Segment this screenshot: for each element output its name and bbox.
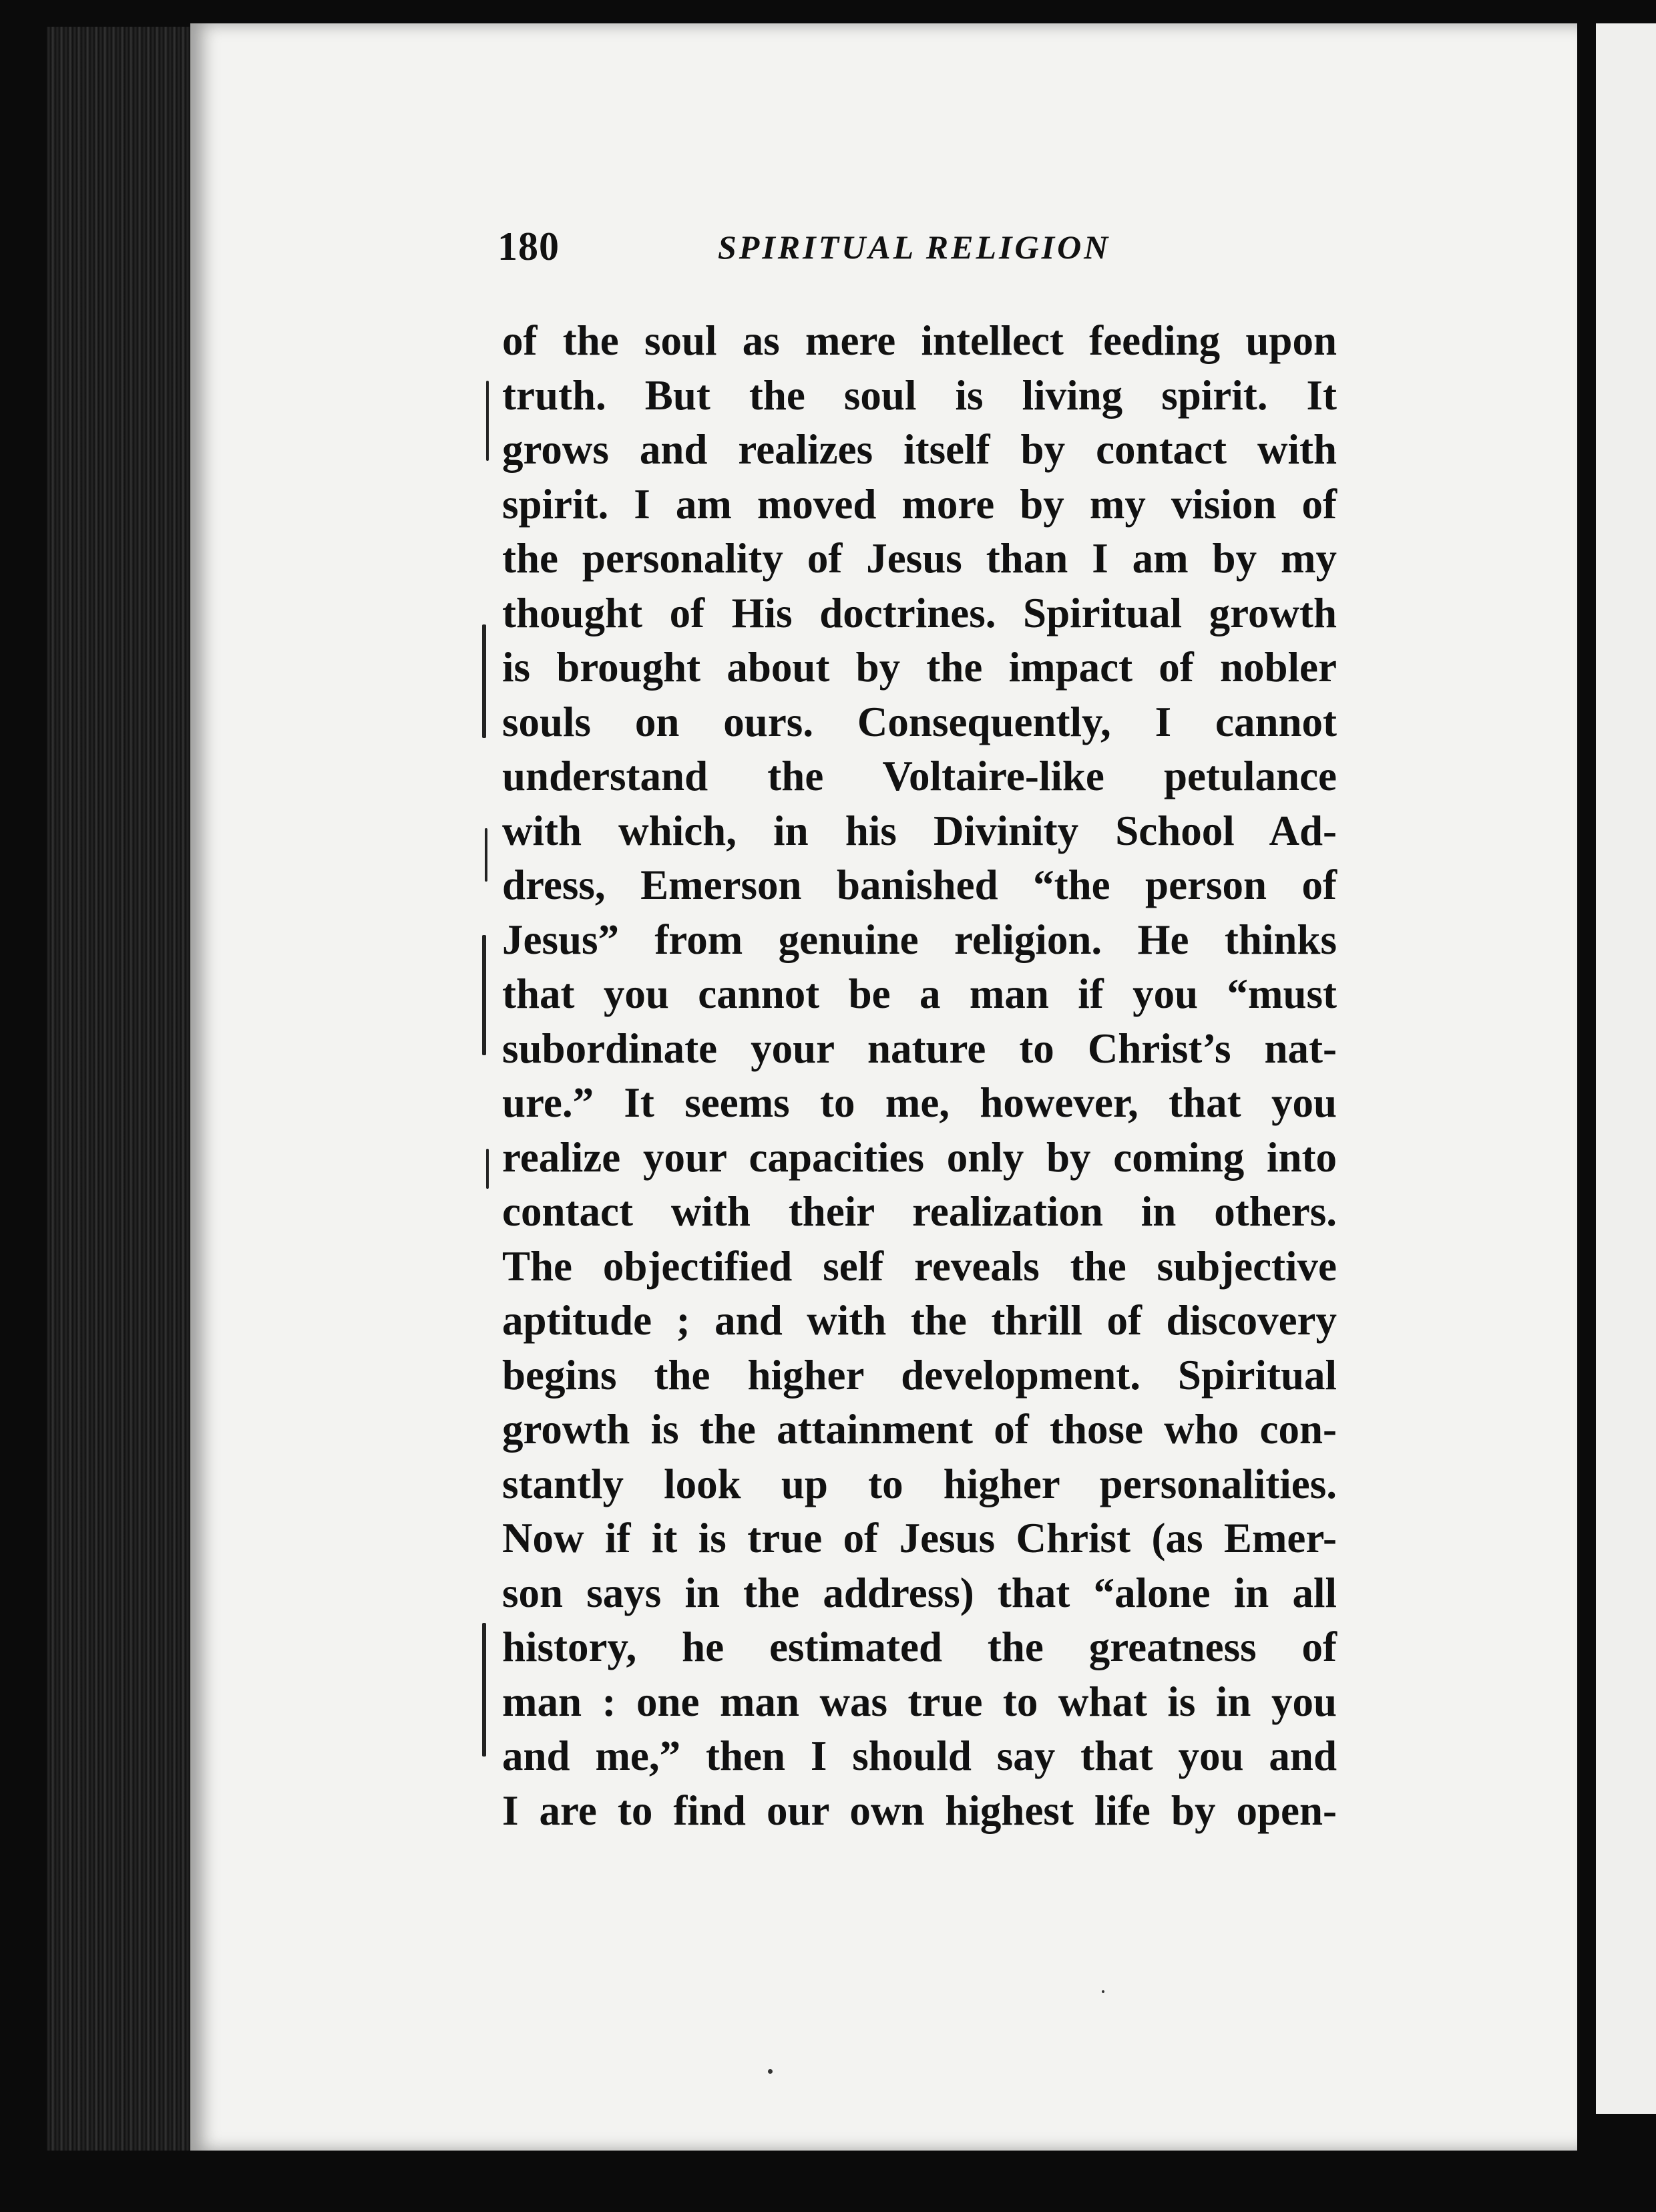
text-line: aptitude ; and with the thrill of discovery <box>502 1297 1337 1344</box>
margin-pencil-mark <box>482 624 486 738</box>
dust-speck <box>768 2069 773 2074</box>
text-line: history, he estimated the greatness of <box>502 1624 1337 1670</box>
text-line: Now if it is true of Jesus Christ (as Emer- <box>502 1515 1337 1561</box>
text-line: truth. But the soul is living spirit. It <box>502 371 1337 419</box>
margin-pencil-mark <box>482 935 486 1055</box>
text-line: Jesus” from genuine religion. He thinks <box>502 916 1337 963</box>
page-gutter <box>1577 23 1596 2151</box>
text-line: son says in the address) that “alone in all <box>502 1569 1337 1616</box>
text-line: understand the Voltaire-like petulance <box>502 753 1337 799</box>
text-line: with which, in his Divinity School Ad- <box>502 807 1337 854</box>
margin-pencil-mark <box>485 828 487 882</box>
margin-pencil-mark <box>486 381 489 461</box>
text-line: grows and realizes itself by contact with <box>502 426 1337 473</box>
text-line: growth is the attainment of those who con- <box>502 1406 1337 1453</box>
margin-pencil-mark <box>482 1623 486 1757</box>
text-line: man : one man was true to what is in you <box>502 1678 1337 1725</box>
text-line: is brought about by the impact of nobler <box>502 644 1337 691</box>
running-head <box>497 224 1339 277</box>
running-title: SPIRITUAL RELIGION <box>718 228 1111 266</box>
text-line: souls on ours. Consequently, I cannot <box>502 698 1337 745</box>
body-text <box>502 314 1337 1838</box>
text-line: spirit. I am moved more by my vision of <box>502 480 1337 528</box>
text-line: I are to find our own highest life by open- <box>502 1787 1337 1834</box>
text-line: dress, Emerson banished “the person of <box>502 862 1337 908</box>
text-line: of the soul as mere intellect feeding upon <box>502 317 1337 364</box>
text-line: realize your capacities only by coming into <box>502 1133 1337 1181</box>
text-line: begins the higher development. Spiritual <box>502 1351 1337 1399</box>
text-line: and me,” then I should say that you and <box>502 1732 1337 1779</box>
text-line: thought of His doctrines. Spiritual growth <box>502 589 1337 636</box>
dust-speck <box>1102 1990 1104 1993</box>
text-line: The objectified self reveals the subjective <box>502 1242 1337 1290</box>
text-line: the personality of Jesus than I am by my <box>502 535 1337 582</box>
margin-pencil-mark <box>486 1149 489 1189</box>
facing-page-edge <box>1596 23 1656 2114</box>
text-line: stantly look up to higher personalities. <box>502 1460 1337 1507</box>
text-line: that you cannot be a man if you “must <box>502 970 1337 1017</box>
text-line: contact with their realization in others. <box>502 1188 1337 1235</box>
text-line: ure.” It seems to me, however, that you <box>502 1079 1337 1126</box>
page-number: 180 <box>497 224 560 268</box>
text-line: subordinate your nature to Christ’s nat- <box>502 1025 1337 1072</box>
